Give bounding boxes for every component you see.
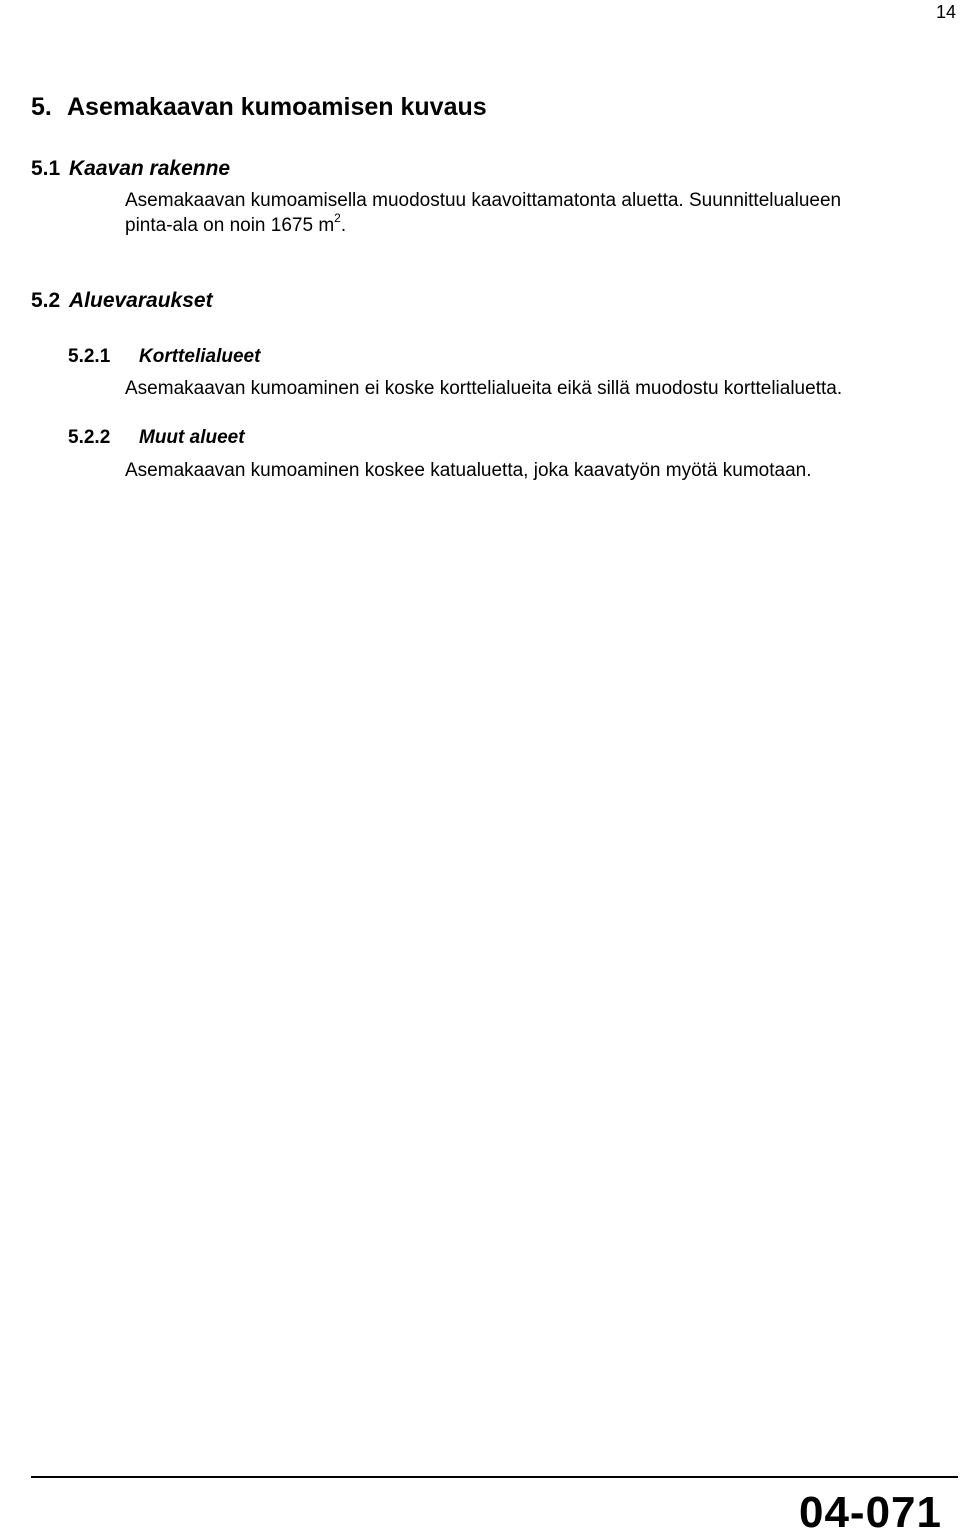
paragraph-muut-alueet: Asemakaavan kumoaminen koskee katualuetta, joka kaavatyön myötä kumotaan. [125, 460, 812, 481]
section-title: Asemakaavan kumoamisen kuvaus [67, 93, 487, 121]
section-heading [31, 93, 487, 122]
page-number: 14 [935, 2, 956, 22]
paragraph-kaavan-rakenne-line1: Asemakaavan kumoamisella muodostuu kaavoittamatonta aluetta. Suunnittelualueen [125, 190, 842, 211]
subsection-number: 5.1 [31, 157, 61, 180]
subsubsection-heading-korttelialueet [68, 346, 260, 368]
paragraph-kaavan-rakenne-line2 [125, 213, 346, 238]
subsubsection-heading-muut-alueet [68, 427, 245, 449]
subsection-heading-aluevaraukset [31, 289, 213, 313]
subsection-number: 5.2 [31, 289, 61, 312]
subsection-title: Kaavan rakenne [69, 157, 231, 180]
paragraph-korttelialueet: Asemakaavan kumoaminen ei koske korttelialueita eikä sillä muodostu korttelialuetta. [125, 378, 843, 399]
subsubsection-number: 5.2.2 [68, 427, 111, 448]
sentence-end: . [340, 215, 347, 236]
subsubsection-title: Korttelialueet [139, 346, 261, 367]
footer-document-code: 04-071 [798, 1488, 942, 1537]
subsection-heading-kaavan-rakenne [31, 157, 230, 181]
subsubsection-number: 5.2.1 [68, 346, 111, 367]
footer-divider [31, 1476, 958, 1478]
section-number: 5. [31, 93, 52, 121]
subsection-title: Aluevaraukset [69, 289, 213, 312]
area-unit-exponent: 2 [334, 211, 341, 225]
subsubsection-title: Muut alueet [139, 427, 245, 448]
area-text: pinta-ala on noin 1675 m [125, 215, 335, 236]
